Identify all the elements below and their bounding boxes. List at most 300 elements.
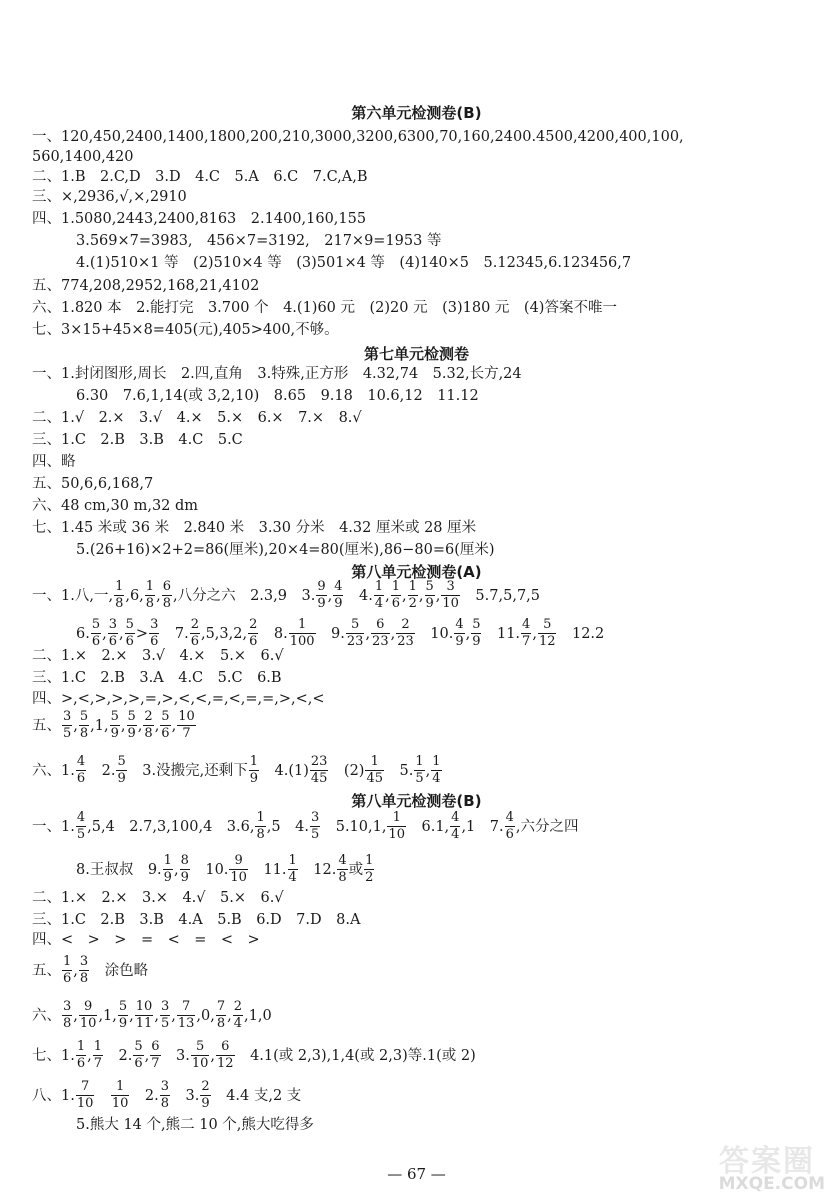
answer-text: 3.没搬完,还剩下	[127, 762, 248, 779]
answer-text: ,六分之四	[515, 818, 579, 835]
fraction-denominator: 10	[79, 1016, 97, 1031]
fraction	[364, 854, 374, 885]
answer-text: ,	[210, 1047, 216, 1064]
fraction	[180, 854, 190, 885]
fraction-denominator: 4	[288, 870, 297, 885]
fraction	[425, 580, 435, 611]
fraction	[76, 1080, 95, 1111]
fraction-numerator: 9	[317, 579, 326, 594]
fraction	[391, 580, 401, 611]
watermark-url: MXQE.COM	[718, 1174, 825, 1194]
answer-text: 一、120,450,2400,1400,1800,200,210,3000,3200,6300,70,160,2400.4500,4200,400,100,	[32, 129, 684, 145]
answer-text: 三、×,2936,√,×,2910	[32, 189, 187, 205]
answer-text: 三、1.C 2.B 3.A 4.C 5.C 6.B	[32, 670, 282, 686]
answer-text: 六、1.	[32, 762, 75, 779]
fraction-denominator: 9	[201, 1096, 210, 1111]
fraction-numerator: 1	[93, 1039, 103, 1054]
answer-text: ,	[390, 625, 396, 642]
fraction-numerator: 2	[233, 999, 242, 1014]
answer-text: 6.	[76, 625, 90, 642]
fraction-numerator: 4	[76, 754, 86, 769]
answer-line	[32, 128, 813, 146]
fraction-numerator: 1	[115, 579, 124, 594]
answer-text: ,	[385, 587, 390, 604]
answer-text: 六、	[32, 1007, 61, 1024]
fraction	[365, 755, 384, 786]
answer-text: 涂色略	[90, 962, 149, 979]
fraction-numerator: 3	[150, 617, 159, 632]
fraction-denominator: 8	[145, 596, 155, 611]
answer-text: ,5 4.	[266, 818, 309, 835]
fraction-denominator: 6	[125, 634, 134, 649]
fraction-numerator: 1	[256, 810, 265, 825]
fraction-denominator: 7	[151, 1056, 160, 1071]
answer-line	[32, 811, 813, 842]
answer-line	[76, 618, 813, 649]
fraction	[177, 710, 196, 741]
answer-text: ,	[171, 1007, 176, 1024]
fraction-denominator: 8	[144, 726, 153, 741]
fraction-numerator: 1	[392, 810, 401, 825]
fraction-numerator: 3	[108, 617, 118, 632]
answer-text: 10.	[190, 861, 229, 878]
fraction-denominator: 6	[108, 634, 118, 649]
answer-text: 二、1.× 2.× 3.√ 4.× 5.× 6.√	[32, 648, 284, 664]
fraction-denominator: 10	[111, 1096, 129, 1111]
fraction-numerator: 5	[110, 709, 119, 724]
answer-line	[32, 690, 813, 708]
answer-text: ,	[73, 717, 78, 734]
fraction-denominator: 9	[249, 771, 258, 786]
fraction	[160, 710, 170, 741]
answer-text: 五、	[32, 962, 61, 979]
fraction	[255, 811, 265, 842]
fraction-numerator: 5	[425, 579, 434, 594]
fraction	[374, 580, 384, 611]
fraction	[248, 618, 258, 649]
fraction-denominator: 23	[397, 634, 414, 649]
fraction-numerator: 4	[334, 579, 343, 594]
answer-line	[32, 188, 813, 206]
answer-text: 七、3×15+45×8=405(元),405>400,不够。	[32, 322, 339, 338]
fraction-numerator: 5	[161, 709, 170, 724]
fraction-denominator: 6	[190, 634, 199, 649]
fraction	[216, 1000, 226, 1031]
fraction-numerator: 1	[76, 1039, 86, 1054]
answer-line	[32, 931, 813, 949]
fraction-numerator: 6	[221, 1039, 230, 1054]
answer-text: 9.	[316, 625, 345, 642]
answer-text: ,	[156, 587, 161, 604]
answer-text: 四、1.5080,2443,2400,8163 2.1400,160,155	[32, 211, 367, 227]
fraction	[441, 580, 460, 611]
fraction-denominator: 10	[442, 596, 459, 611]
answer-text: 五、50,6,6,168,7	[32, 476, 154, 492]
fraction-denominator: 2	[408, 596, 417, 611]
answer-line	[32, 955, 813, 986]
fraction-denominator: 7	[522, 634, 531, 649]
answer-line	[32, 299, 813, 317]
answer-text: 10.	[415, 625, 454, 642]
fraction-denominator: 9	[117, 771, 126, 786]
fraction-numerator: 7	[216, 999, 226, 1014]
fraction-numerator: 1	[145, 579, 155, 594]
answer-text: 4.1(或 2,3),1,4(或 2,3)等.1(或 2)	[235, 1047, 476, 1064]
answer-text: 或	[348, 861, 364, 878]
fraction-denominator: 8	[79, 726, 89, 741]
answer-text: 5.7,5,7,5	[460, 587, 541, 604]
fraction	[79, 955, 89, 986]
fraction	[116, 755, 126, 786]
fraction	[538, 618, 557, 649]
answer-line	[32, 431, 813, 449]
fraction	[79, 1000, 98, 1031]
fraction-numerator: 4	[455, 617, 464, 632]
fraction-denominator: 9	[180, 870, 189, 885]
answer-text: 4.(1)	[259, 762, 309, 779]
answer-text: 三、1.C 2.B 3.B 4.C 5.C	[32, 432, 243, 448]
answer-text: 三、1.C 2.B 3.B 4.A 5.B 6.D 7.D 8.A	[32, 912, 361, 928]
fraction-numerator: 3	[63, 709, 72, 724]
answer-text: ,	[119, 625, 124, 642]
fraction-numerator: 1	[116, 1079, 125, 1094]
answer-line	[32, 755, 813, 786]
answer-text: 一、1.八,一,	[32, 587, 114, 604]
fraction-numerator: 2	[249, 617, 258, 632]
fraction	[143, 710, 153, 741]
fraction-denominator: 6	[63, 971, 72, 986]
fraction-denominator: 7	[182, 726, 191, 741]
fraction-denominator: 10	[76, 1096, 94, 1111]
fraction-denominator: 9	[127, 726, 136, 741]
fraction-numerator: 8	[180, 853, 189, 868]
fraction-denominator: 7	[93, 1056, 103, 1071]
answer-text	[95, 1087, 110, 1105]
fraction	[431, 755, 441, 786]
answer-text: ,	[171, 717, 177, 734]
fraction-denominator: 12	[217, 1056, 234, 1071]
fraction	[76, 1040, 86, 1071]
answer-text: ,	[365, 625, 371, 642]
fraction-numerator: 2	[401, 617, 410, 632]
answer-text: 二、1.√ 2.× 3.√ 4.× 5.× 6.× 7.× 8.√	[32, 410, 362, 426]
fraction-denominator: 6	[150, 634, 159, 649]
answer-text: ,	[402, 587, 407, 604]
fraction-denominator: 6	[161, 726, 170, 741]
fraction	[229, 854, 248, 885]
answer-line	[76, 254, 813, 272]
answer-line	[32, 1000, 813, 1031]
watermark-text: 答案圈	[719, 1144, 815, 1179]
answer-text: 5.10,1,	[321, 818, 387, 835]
fraction	[135, 1000, 154, 1031]
answer-text: ,八分之六 2.3,9 3.	[172, 587, 316, 604]
fraction-denominator: 4	[233, 1016, 242, 1031]
fraction	[316, 580, 326, 611]
answer-text: 3.	[171, 1087, 200, 1104]
answer-text: 2.	[104, 1047, 133, 1064]
fraction-denominator: 8	[63, 1016, 72, 1031]
fraction-numerator: 1	[391, 579, 400, 594]
fraction-denominator: 9	[110, 726, 119, 741]
fraction-numerator: 5	[125, 617, 134, 632]
fraction-numerator: 4	[505, 810, 514, 825]
fraction	[191, 1040, 210, 1071]
fraction	[190, 618, 200, 649]
answer-text: ,0,	[196, 1007, 215, 1024]
fraction	[62, 1000, 72, 1031]
answer-line	[32, 475, 813, 493]
fraction	[76, 755, 86, 786]
answer-text: 二、1.× 2.× 3.× 4.√ 5.× 6.√	[32, 890, 284, 906]
fraction-numerator: 7	[80, 1079, 90, 1094]
answer-line	[32, 365, 813, 383]
fraction-numerator: 5	[79, 709, 89, 724]
fraction	[93, 1040, 103, 1071]
answer-text: 12.2	[557, 625, 605, 642]
fraction	[91, 618, 101, 649]
answer-line	[32, 321, 813, 339]
fraction	[249, 755, 259, 786]
fraction	[133, 1040, 143, 1071]
answer-text: 5.熊大 14 个,熊二 10 个,熊大吃得多	[76, 1117, 314, 1133]
fraction-numerator: 5	[117, 754, 126, 769]
answer-text: ,1,	[98, 1007, 117, 1024]
fraction-numerator: 1	[408, 579, 417, 594]
fraction-numerator: 6	[151, 1039, 160, 1054]
fraction	[233, 1000, 243, 1031]
fraction-denominator: 12	[538, 634, 556, 649]
answer-text: ,	[154, 717, 160, 734]
answer-line	[76, 232, 813, 250]
answer-text: 四、>,<,>,>,>,=,>,<,<,=,<,=,=,>,<,<	[32, 691, 325, 707]
answer-text: ,	[87, 1047, 92, 1064]
answer-line	[76, 541, 813, 559]
fraction	[310, 811, 320, 842]
answer-text: 七、1.	[32, 1047, 75, 1064]
answer-line	[32, 647, 813, 665]
answer-text: 四、略	[32, 454, 76, 470]
fraction-denominator: 5	[415, 771, 424, 786]
fraction	[414, 755, 424, 786]
answer-line	[32, 710, 813, 741]
answer-text: 6.30 7.6,1,14(或 3,2,10) 8.65 9.18 10.6,12 11.12	[76, 388, 479, 404]
fraction-numerator: 3	[446, 579, 455, 594]
answer-line	[32, 453, 813, 471]
answer-text: 3.569×7=3983, 456×7=3192, 217×9=1953 等	[76, 233, 442, 249]
fraction-numerator: 5	[543, 617, 552, 632]
fraction-numerator: 2	[144, 709, 153, 724]
answer-text: 六、48 cm,30 m,32 dm	[32, 498, 199, 514]
answer-line	[32, 519, 813, 537]
answer-text: 二、1.B 2.C,D 3.D 4.C 5.A 6.C 7.C,A,B	[32, 169, 368, 185]
fraction-denominator: 10	[388, 827, 405, 842]
answer-text: ,1 7.	[461, 818, 504, 835]
fraction	[149, 618, 159, 649]
answer-line	[32, 210, 813, 228]
fraction-denominator: 2	[365, 870, 374, 885]
fraction-denominator: 8	[162, 596, 171, 611]
fraction	[145, 580, 155, 611]
fraction	[163, 854, 173, 885]
fraction	[160, 1080, 170, 1111]
fraction-numerator: 5	[351, 617, 360, 632]
fraction-numerator: 5	[91, 617, 101, 632]
answer-text: ,	[532, 625, 537, 642]
fraction	[310, 755, 329, 786]
fraction-numerator: 4	[451, 810, 460, 825]
answer-line	[32, 1080, 813, 1111]
fraction-denominator: 23	[372, 634, 389, 649]
fraction-numerator: 3	[79, 954, 89, 969]
fraction	[408, 580, 418, 611]
fraction-numerator: 23	[310, 754, 328, 769]
fraction	[62, 710, 72, 741]
fraction-denominator: 8	[338, 870, 347, 885]
answer-text: 四、< > > = < = < >	[32, 932, 260, 948]
answer-text: ,1,	[90, 717, 109, 734]
fraction-numerator: 9	[234, 853, 243, 868]
fraction-denominator: 9	[317, 596, 326, 611]
fraction-denominator: 9	[334, 596, 343, 611]
fraction	[114, 580, 124, 611]
answer-text: 12.	[298, 861, 337, 878]
fraction	[216, 1040, 235, 1071]
fraction-denominator: 5	[310, 827, 320, 842]
answer-text: 七、1.45 米或 36 米 2.840 米 3.30 分米 4.32 厘米或 28 厘米	[32, 520, 477, 536]
fraction-denominator: 13	[177, 1016, 195, 1031]
fraction-numerator: 1	[297, 617, 307, 632]
fraction-denominator: 8	[160, 1096, 170, 1111]
answer-text: 4.	[344, 587, 373, 604]
answer-text: ,1,0	[244, 1007, 272, 1024]
fraction-numerator: 7	[181, 999, 191, 1014]
section-title: 第八单元检测卷(A)	[351, 563, 482, 581]
fraction-numerator: 9	[84, 999, 93, 1014]
fraction	[346, 618, 365, 649]
answer-text: ,6,	[125, 587, 144, 604]
answer-line	[32, 168, 813, 186]
fraction-denominator: 6	[76, 1056, 86, 1071]
answer-text: ,	[144, 1047, 150, 1064]
fraction-denominator: 9	[472, 634, 481, 649]
fraction-numerator: 5	[118, 999, 128, 1014]
fraction-numerator: 3	[160, 1079, 170, 1094]
fraction	[521, 618, 531, 649]
answer-line	[32, 911, 813, 929]
fraction-denominator: 4	[374, 596, 384, 611]
fraction-denominator: 6	[249, 634, 258, 649]
answer-line	[32, 277, 813, 295]
fraction	[62, 955, 72, 986]
answer-text: 8.	[259, 625, 288, 642]
answer-text: 六、1.820 本 2.能打完 3.700 个 4.(1)60 元 (2)20 元 (3)180 元 (4)答案不唯一	[32, 300, 617, 316]
section-title: 第六单元检测卷(B)	[351, 104, 482, 122]
answer-line	[32, 409, 813, 427]
fraction-numerator: 1	[163, 853, 172, 868]
answer-text: ,	[129, 1007, 134, 1024]
fraction	[450, 811, 460, 842]
fraction-numerator: 2	[190, 617, 199, 632]
fraction	[108, 618, 118, 649]
section-title: 第七单元检测卷	[363, 345, 469, 363]
fraction-denominator: 9	[163, 870, 172, 885]
answer-text: 一、1.	[32, 818, 75, 835]
fraction	[288, 854, 298, 885]
fraction	[200, 1080, 210, 1111]
answer-text: 11.	[482, 625, 521, 642]
answer-line	[32, 580, 813, 611]
fraction-denominator: 100	[289, 634, 315, 649]
fraction-denominator: 8	[115, 596, 124, 611]
answer-text: >	[135, 625, 149, 642]
answer-line	[32, 148, 813, 166]
fraction-numerator: 1	[249, 754, 258, 769]
fraction-numerator: 1	[432, 754, 441, 769]
fraction-numerator: 2	[201, 1079, 210, 1094]
answer-text: 560,1400,420	[32, 149, 134, 165]
answer-text: ,	[120, 717, 126, 734]
fraction-numerator: 4	[522, 617, 531, 632]
answer-text: (2)	[329, 762, 365, 779]
page-number: — 67 —	[387, 1165, 446, 1183]
fraction-numerator: 6	[162, 579, 171, 594]
fraction	[160, 1000, 170, 1031]
answer-line	[32, 1040, 813, 1071]
fraction	[454, 618, 464, 649]
answer-text: 8.王叔叔 9.	[76, 861, 162, 878]
fraction-numerator: 5	[127, 709, 136, 724]
fraction	[471, 618, 481, 649]
fraction-numerator: 1	[415, 754, 424, 769]
fraction-denominator: 23	[346, 634, 364, 649]
answer-text: 6.1,	[407, 818, 450, 835]
fraction-numerator: 4	[76, 810, 86, 825]
fraction-numerator: 3	[160, 999, 170, 1014]
fraction-numerator: 3	[310, 810, 320, 825]
fraction-numerator: 1	[365, 853, 374, 868]
answer-line	[32, 669, 813, 687]
answer-text: 五、774,208,2952,168,21,4102	[32, 278, 260, 294]
fraction-numerator: 5	[472, 617, 481, 632]
fraction	[337, 854, 347, 885]
fraction	[118, 1000, 128, 1031]
fraction-denominator: 6	[91, 634, 101, 649]
answer-text: 4.(1)510×1 等 (2)510×4 等 (3)501×4 等 (4)140×5 5.12345,6.123456,7	[76, 255, 632, 271]
answer-text: ,	[465, 625, 471, 642]
fraction-denominator: 6	[76, 771, 86, 786]
answer-text: ,5,3,2,	[200, 625, 248, 642]
fraction-numerator: 10	[178, 709, 195, 724]
answer-text: 11.	[248, 861, 287, 878]
answer-line	[32, 497, 813, 515]
fraction-denominator: 6	[505, 827, 514, 842]
fraction-denominator: 45	[310, 771, 328, 786]
fraction-numerator: 1	[288, 853, 297, 868]
fraction-numerator: 5	[196, 1039, 205, 1054]
answer-line	[32, 889, 813, 907]
answer-text: 7.	[160, 625, 189, 642]
fraction	[162, 580, 172, 611]
fraction	[371, 618, 390, 649]
answer-text: ,	[173, 861, 179, 878]
fraction-numerator: 4	[338, 853, 347, 868]
fraction-denominator: 5	[63, 726, 72, 741]
fraction	[177, 1000, 196, 1031]
fraction-denominator: 4	[451, 827, 460, 842]
fraction	[111, 1080, 130, 1111]
answer-text: ,	[137, 717, 143, 734]
